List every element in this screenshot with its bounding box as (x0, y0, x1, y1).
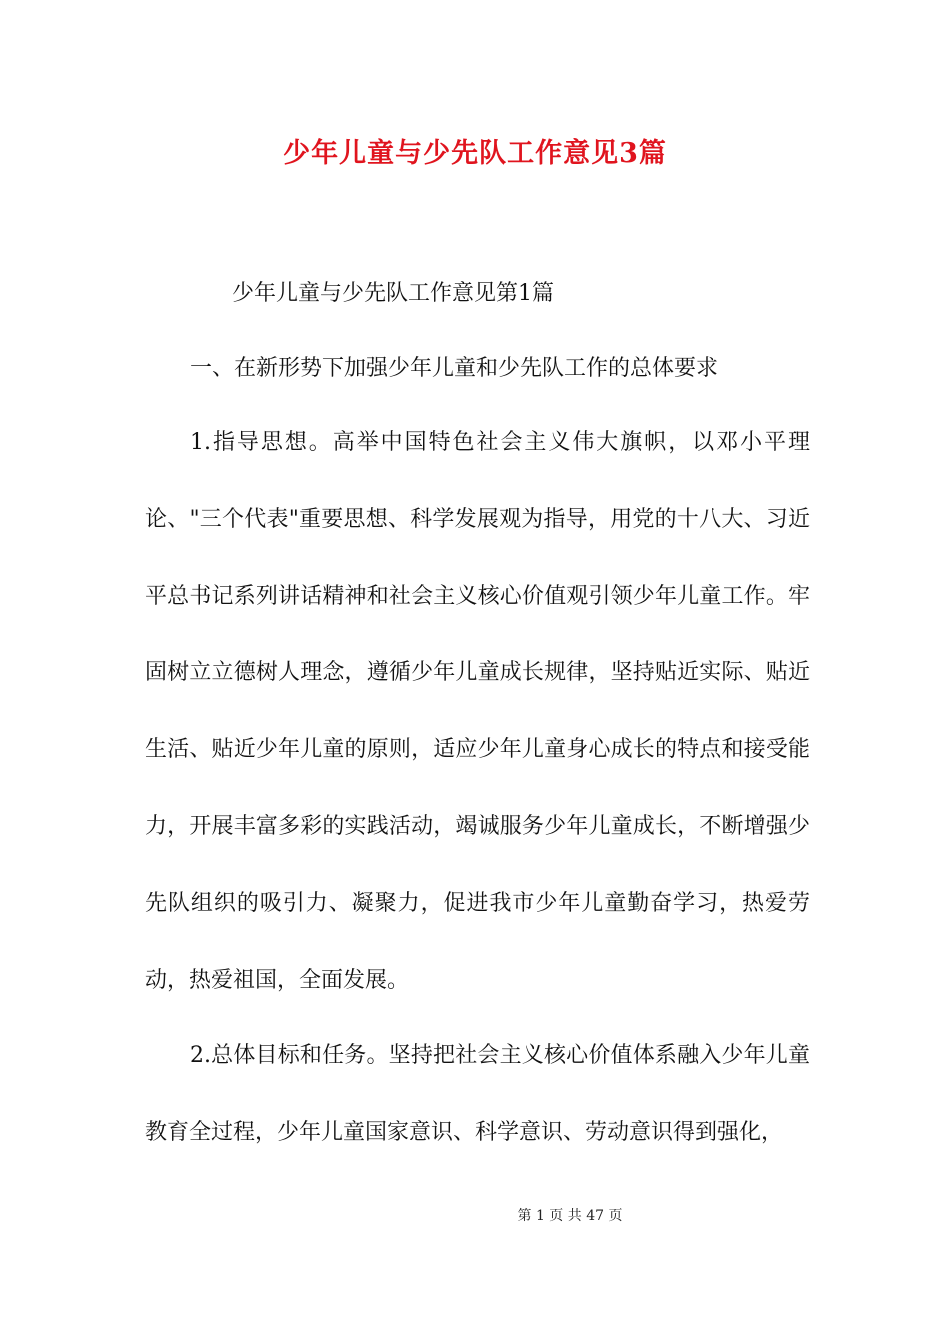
document-title: 少年儿童与少先队工作意见3篇 (283, 138, 667, 169)
sub-heading: 一、在新形势下加强少年儿童和少先队工作的总体要求 (190, 356, 719, 381)
paragraph-overall-goals: 2.总体目标和任务。坚持把社会主义核心价值体系融入少年儿童教育全过程，少年儿童国家意识、科学意识、劳动意识得到强化， (145, 1043, 810, 1145)
paragraph-guiding-ideology: 1.指导思想。高举中国特色社会主义伟大旗帜，以邓小平理论、"三个代表"重要思想、科学发展观为指导，用党的十八大、习近平总书记系列讲话精神和社会主义核心价值观引领少年儿童工作。牢固树立立德树人理念，遵循少年儿童成长规律，坚持贴近实际、贴近生活、贴近少年儿童的原则，适应少年儿童身心成长的特点和接受能力，开展丰富多彩的实践活动，竭诚服务少年儿童成长，不断增强少先队组织的吸引力、凝聚力，促进我市少年儿童勤奋学习，热爱劳动，热爱祖国，全面发展。 (145, 430, 810, 993)
page-number-footer: 第 1 页 共 47 页 (517, 1208, 623, 1224)
section-heading: 少年儿童与少先队工作意见第1篇 (232, 281, 554, 306)
